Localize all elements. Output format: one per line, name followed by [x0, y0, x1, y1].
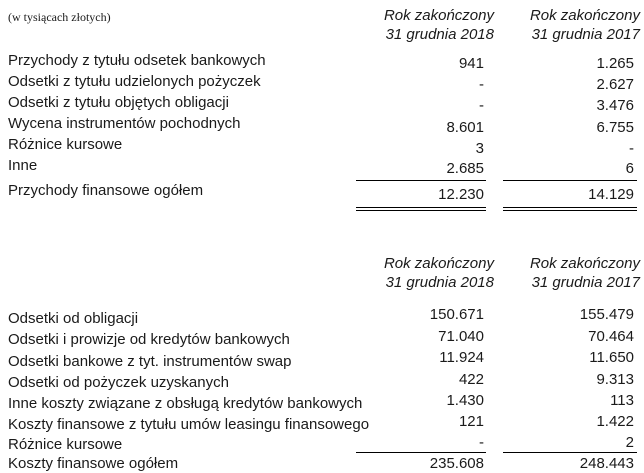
s1-row-label: Wycena instrumentów pochodnych — [8, 115, 241, 132]
s2-row-value-2017: 9.313 — [596, 371, 634, 388]
s1-total-top-rule-2017 — [503, 180, 637, 181]
s1-row-label: Przychody z tytułu odsetek bankowych — [8, 52, 266, 69]
s2-header-2017 — [530, 254, 640, 292]
s2-header-2018 — [384, 254, 494, 292]
s1-total-double-rule-2018-a — [356, 207, 486, 208]
s2-row-value-2018: 71.040 — [438, 328, 484, 345]
s1-row-label: Inne — [8, 157, 38, 174]
s2-row-value-2017: 155.479 — [579, 306, 634, 323]
s1-header-2018-line2: 31 grudnia 2018 — [385, 26, 494, 43]
s1-total-double-rule-2018-b — [356, 210, 486, 211]
s2-row-value-2017: 113 — [610, 392, 634, 409]
s1-total-top-rule-2018 — [356, 180, 486, 181]
s2-row-value-2018: - — [479, 434, 484, 451]
s1-header-2018-line1: Rok zakończony — [383, 7, 494, 24]
s2-row-label: Odsetki od pożyczek uzyskanych — [8, 374, 229, 391]
s1-row-value-2017: 3.476 — [596, 97, 634, 114]
s2-row-label: Różnice kursowe — [8, 436, 123, 453]
s2-row-value-2018: 121 — [458, 413, 484, 430]
s2-header-2018-line2: 31 grudnia 2018 — [385, 274, 494, 291]
s1-total-value-2017: 14.129 — [588, 186, 634, 203]
s1-row-value-2018: - — [479, 76, 484, 93]
s1-total-double-rule-2017-b — [503, 210, 637, 211]
s1-total-label: Przychody finansowe ogółem — [8, 182, 204, 199]
s2-row-value-2017: 70.464 — [588, 328, 634, 345]
unit-note: (w tysiącach złotych) — [8, 10, 111, 24]
s2-row-label: Inne koszty związane z obsługą kredytów bankowych — [8, 395, 363, 412]
s1-header-2017-line1: Rok zakończony — [529, 7, 640, 24]
s2-row-label: Odsetki i prowizje od kredytów bankowych — [8, 331, 290, 348]
s2-row-label: Odsetki bankowe z tyt. instrumentów swap — [8, 353, 292, 370]
s2-row-value-2018: 422 — [458, 371, 484, 388]
s2-header-2018-line1: Rok zakończony — [383, 255, 494, 272]
s1-row-value-2017: - — [629, 140, 634, 157]
s1-header-2017-line2: 31 grudnia 2017 — [531, 26, 640, 43]
s2-header-2017-line1: Rok zakończony — [529, 255, 640, 272]
s2-total-top-rule-2017 — [503, 452, 637, 453]
s2-row-value-2017: 11.650 — [589, 349, 634, 366]
s2-row-value-2018: 150.671 — [429, 306, 484, 323]
s1-row-value-2017: 1.265 — [596, 55, 634, 72]
s1-header-2017 — [530, 6, 640, 44]
s1-row-value-2018: 8.601 — [446, 119, 484, 136]
s2-header-2017-line2: 31 grudnia 2017 — [531, 274, 640, 291]
s1-row-value-2017: 2.627 — [596, 76, 634, 93]
s2-row-value-2017: 1.422 — [596, 413, 634, 430]
s1-row-value-2018: 941 — [458, 55, 484, 72]
s2-row-value-2018: 11.924 — [439, 349, 484, 366]
s2-total-top-rule-2018 — [356, 452, 486, 453]
s2-total-label: Koszty finansowe ogółem — [8, 455, 179, 472]
s1-total-value-2018: 12.230 — [438, 186, 484, 203]
s1-row-label: Różnice kursowe — [8, 136, 123, 153]
s1-total-double-rule-2017-a — [503, 207, 637, 208]
s1-row-label: Odsetki z tytułu objętych obligacji — [8, 94, 229, 111]
s2-row-label: Koszty finansowe z tytułu umów leasingu finansowego — [8, 416, 370, 433]
s1-row-value-2017: 6 — [625, 160, 634, 177]
s1-row-value-2018: - — [479, 97, 484, 114]
s1-row-value-2018: 2.685 — [446, 160, 484, 177]
s1-row-value-2018: 3 — [475, 140, 484, 157]
s1-row-value-2017: 6.755 — [596, 119, 634, 136]
s2-row-value-2018: 1.430 — [446, 392, 484, 409]
s1-row-label: Odsetki z tytułu udzielonych pożyczek — [8, 73, 261, 90]
s2-row-label: Odsetki od obligacji — [8, 310, 139, 327]
s1-header-2018 — [384, 6, 494, 44]
s2-row-value-2017: 2 — [625, 434, 634, 451]
s2-total-value-2018: 235.608 — [429, 455, 484, 472]
s2-total-value-2017: 248.443 — [579, 455, 634, 472]
